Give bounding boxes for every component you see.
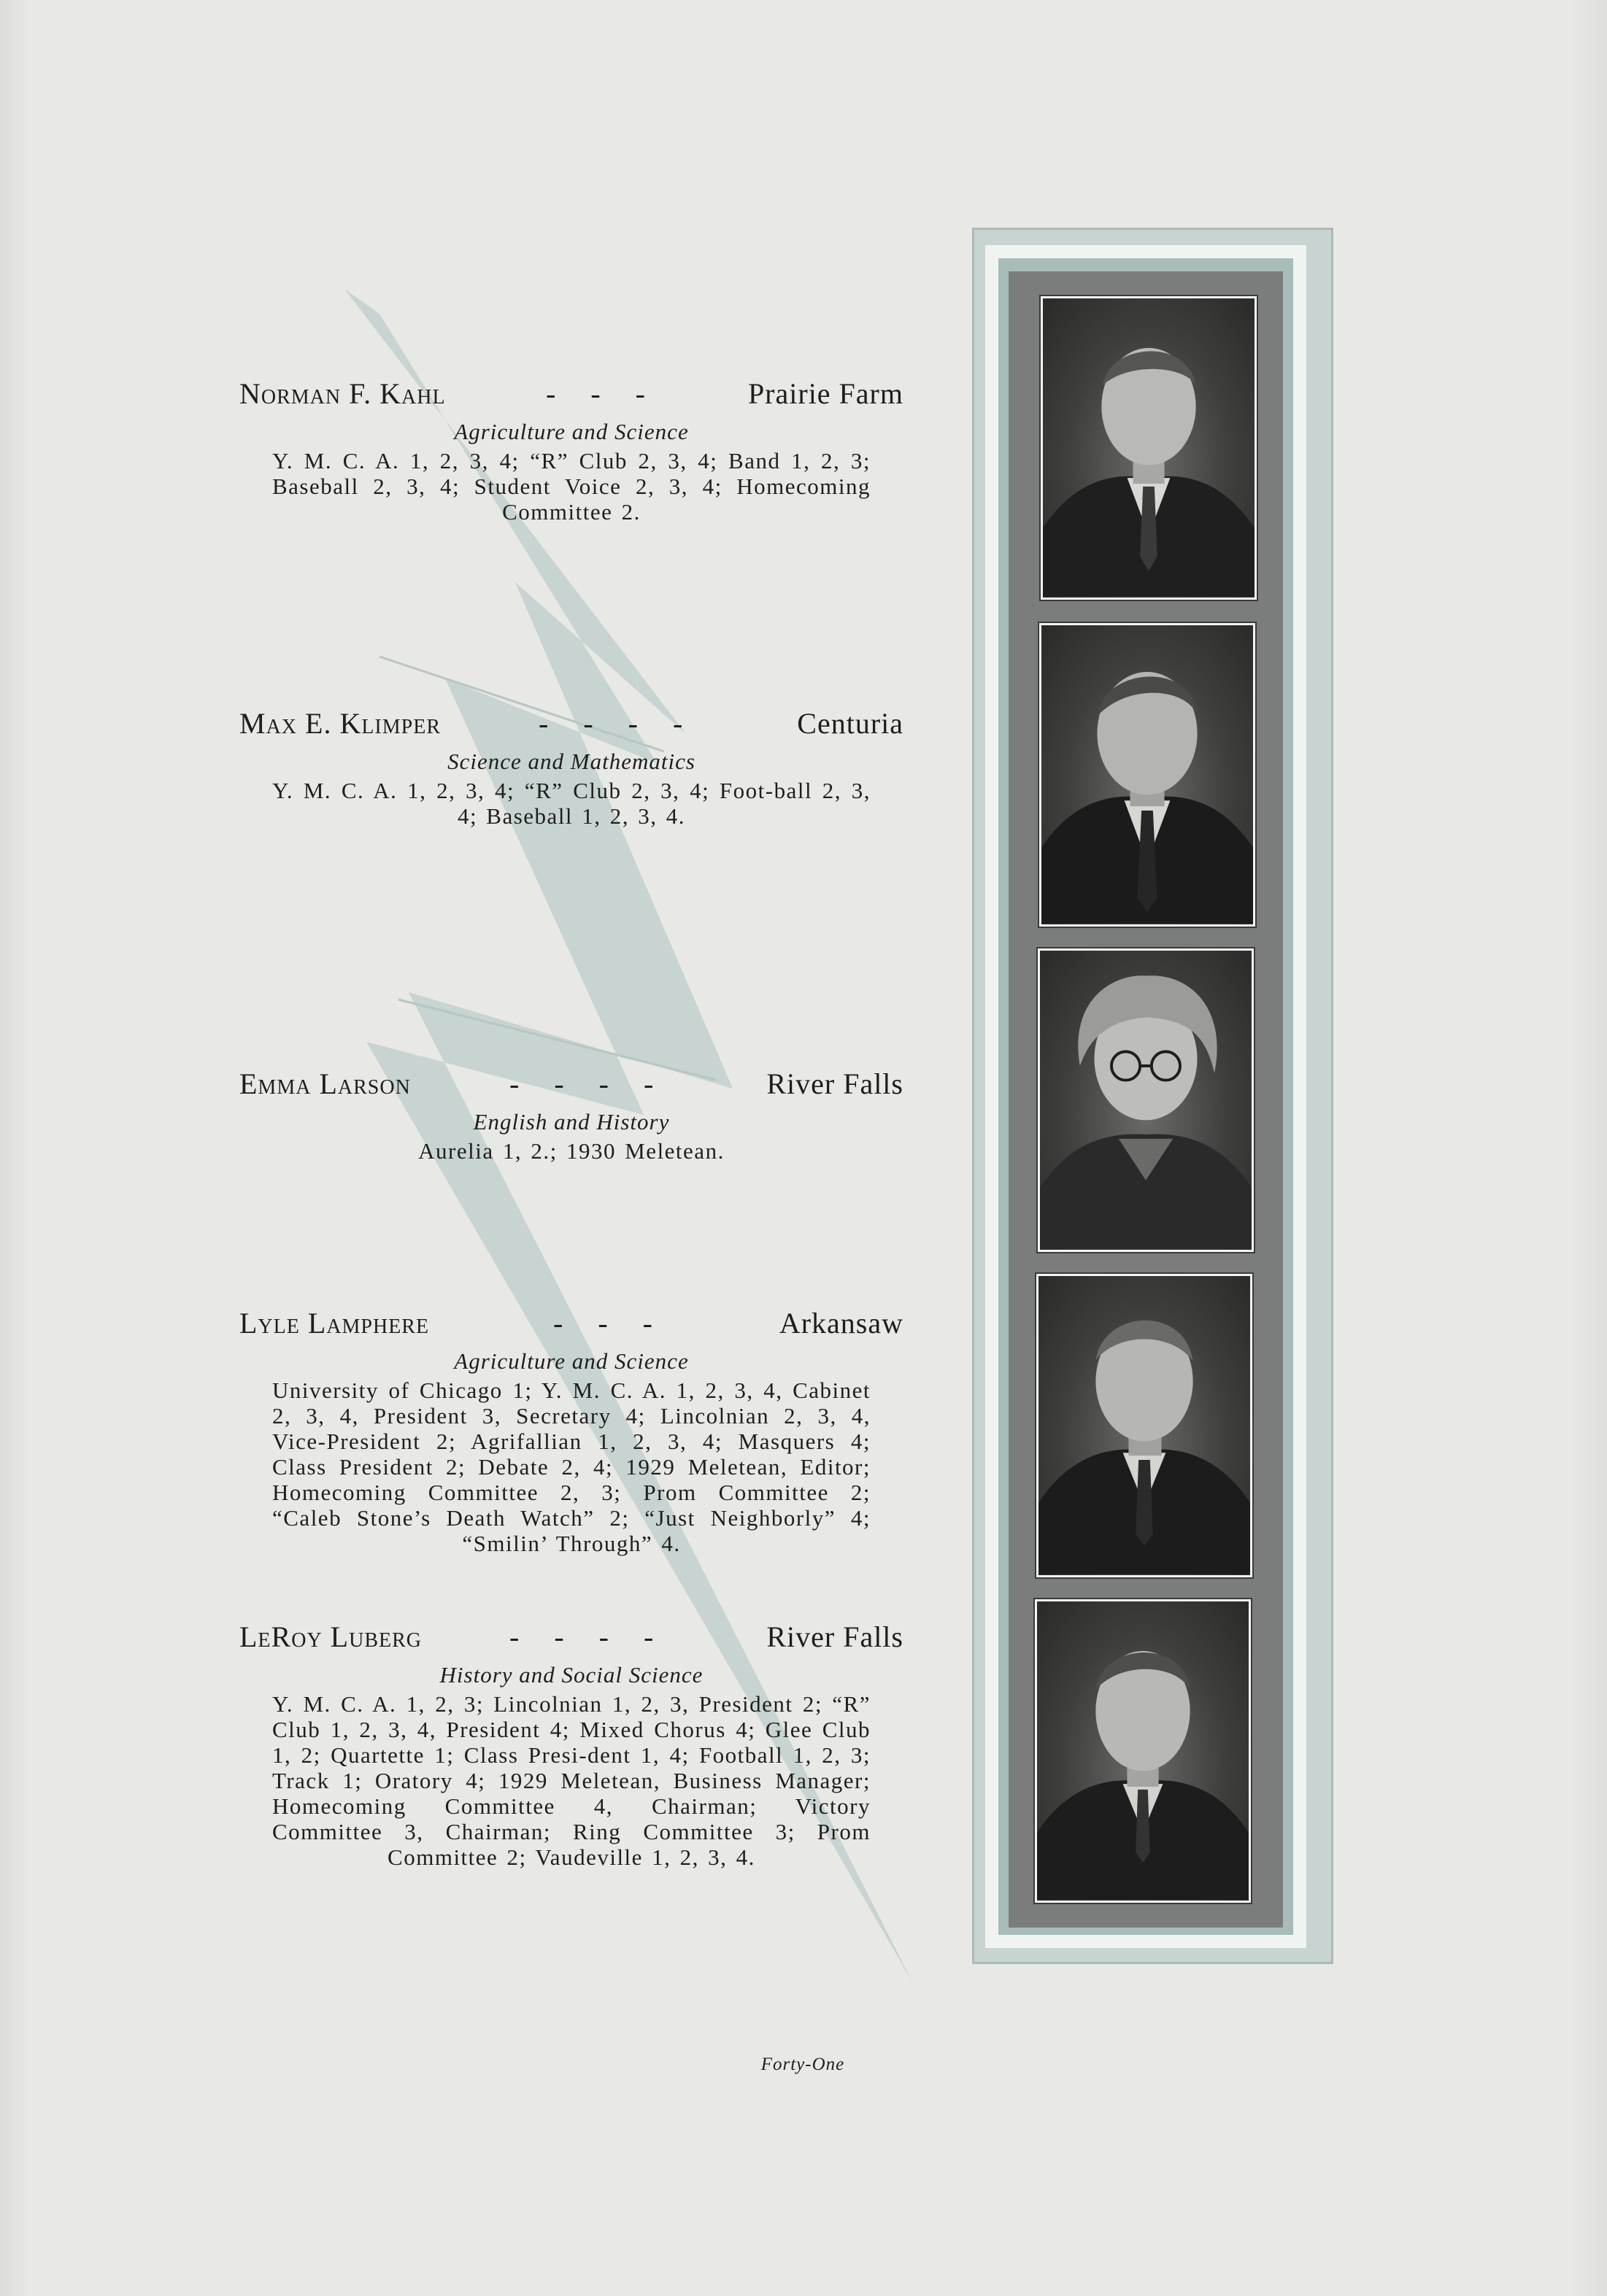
student-name: LeRoy Luberg bbox=[239, 1620, 422, 1653]
hometown: River Falls bbox=[766, 1067, 903, 1100]
course-of-study: English and History bbox=[473, 1109, 670, 1135]
course-of-study: History and Social Science bbox=[439, 1662, 704, 1688]
course-of-study: Agriculture and Science bbox=[454, 1348, 689, 1374]
activities-list: Y. M. C. A. 1, 2, 3, 4; “R” Club 2, 3, 4; Band 1, 2, 3; Baseball 2, 3, 4; Student Voice 2, 3, 4; Homecoming Committee 2. bbox=[272, 448, 871, 525]
hometown: Centuria bbox=[797, 707, 903, 740]
portrait-photo bbox=[1039, 623, 1255, 927]
leader-dashes: - - - - bbox=[509, 1067, 655, 1100]
leader-dashes: - - - - bbox=[539, 707, 684, 740]
hometown: Prairie Farm bbox=[747, 377, 903, 410]
portrait-photo bbox=[1041, 296, 1257, 600]
leader-dashes: - - - - bbox=[509, 1620, 655, 1653]
student-entry bbox=[239, 376, 903, 525]
hometown: Arkansaw bbox=[779, 1307, 903, 1340]
leader-dashes: - - - bbox=[546, 377, 646, 410]
activities-list: Aurelia 1, 2.; 1930 Meletean. bbox=[418, 1138, 725, 1164]
portrait-photo bbox=[1035, 1599, 1251, 1903]
student-entry bbox=[239, 1620, 903, 1870]
student-name: Lyle Lamphere bbox=[239, 1307, 430, 1340]
student-name: Norman F. Kahl bbox=[239, 377, 446, 410]
course-of-study: Science and Mathematics bbox=[447, 749, 695, 774]
activities-list: Y. M. C. A. 1, 2, 3, 4; “R” Club 2, 3, 4; Foot-ball 2, 3, 4; Baseball 1, 2, 3, 4. bbox=[272, 778, 871, 829]
portrait-photo bbox=[1036, 1274, 1252, 1577]
course-of-study: Agriculture and Science bbox=[454, 419, 689, 444]
activities-list: Y. M. C. A. 1, 2, 3; Lincolnian 1, 2, 3, President 2; “R” Club 1, 2, 3, 4, President 4; Mixed Chorus 4; Glee Club 1, 2; Quartette 1; Class Presi-dent 1, 4; Football 1, 2, 3; Track 1; Oratory 4; 1929 Meletean, Business Manager; Homecoming Committee 4, Chairman; Victory Committee 3, Chairman; Ring Committee 3; Prom Committee 2; Vaudeville 1, 2, 3, 4. bbox=[272, 1691, 871, 1870]
student-entry bbox=[239, 1067, 903, 1164]
page-number: Forty-One bbox=[760, 2055, 845, 2074]
student-name: Max E. Klimper bbox=[239, 707, 442, 740]
hometown: River Falls bbox=[766, 1620, 903, 1653]
portrait-photo bbox=[1038, 948, 1254, 1252]
student-entry bbox=[239, 706, 903, 829]
leader-dashes: - - - bbox=[553, 1307, 653, 1340]
student-name: Emma Larson bbox=[239, 1067, 411, 1100]
student-entry bbox=[239, 1306, 903, 1556]
activities-list: University of Chicago 1; Y. M. C. A. 1, 2, 3, 4, Cabinet 2, 3, 4, President 3, Secretary 4; Lincolnian 2, 3, 4, Vice-President 2; Agrifallian 1, 2, 3, 4; Masquers 4; Class President 2; Debate 2, 4; 1929 Meletean, Editor; Homecoming Committee 2, 3; Prom Committee 2; “Caleb Stone’s Death Watch” 2; “Just Neighborly” 4; “Smilin’ Through” 4. bbox=[272, 1377, 871, 1556]
